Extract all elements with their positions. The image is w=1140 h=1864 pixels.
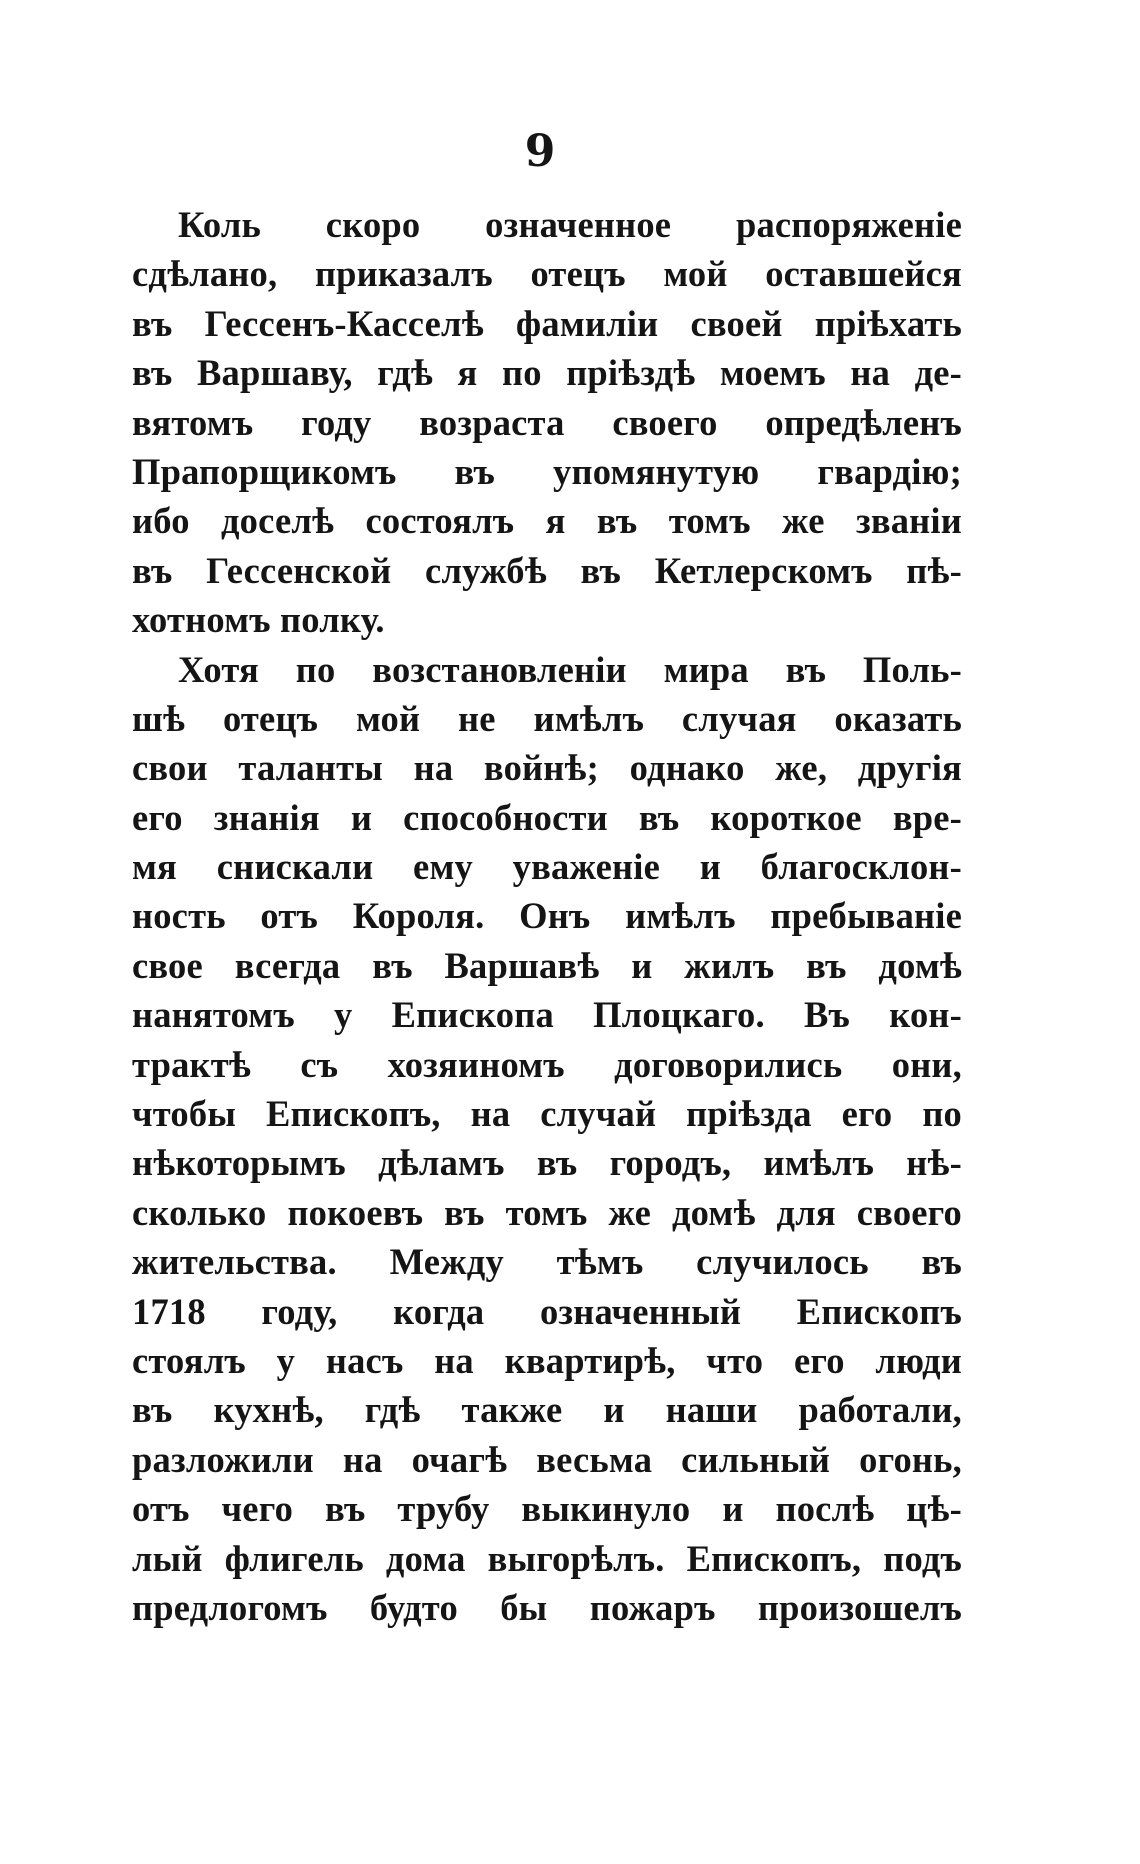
text-line: жительства. Между тѣмъ случилось въ: [132, 1241, 962, 1283]
text-line: вятомъ году возраста своего опредѣленъ: [132, 401, 962, 443]
text-line: Коль скоро означенное распоряженіе: [178, 204, 962, 245]
text-line: шѣ отецъ мой не имѣлъ случая оказать: [132, 697, 962, 739]
text-line: 1718 году, когда означенный Епископъ: [132, 1290, 962, 1332]
text-line: сколько покоевъ въ томъ же домѣ для своего: [132, 1191, 962, 1233]
text-line: хотномъ полку.: [132, 599, 385, 641]
text-line: сдѣлано, приказалъ отецъ мой оставшейся: [132, 253, 962, 295]
text-line: ность отъ Короля. Онъ имѣлъ пребываніе: [132, 895, 962, 937]
text-line: нанятомъ у Епископа Плоцкаго. Въ кон-: [132, 994, 962, 1036]
paragraph-1: [132, 200, 962, 645]
text-line: чтобы Епископъ, на случай пріѣзда его по: [132, 1093, 962, 1135]
text-line: въ кухнѣ, гдѣ также и наши работали,: [132, 1389, 962, 1431]
text-line: предлогомъ будто бы пожаръ произошелъ: [132, 1586, 962, 1628]
text-line: отъ чего въ трубу выкинуло и послѣ цѣ-: [132, 1488, 962, 1530]
text-line: разложили на очагѣ весьма сильный огонь,: [132, 1438, 962, 1480]
text-line: его знанія и способности въ короткое вре-: [132, 796, 962, 838]
text-line: ибо доселѣ состоялъ я въ томъ же званіи: [132, 500, 962, 542]
text-line: свое всегда въ Варшавѣ и жилъ въ домѣ: [132, 944, 962, 986]
body-text: [132, 200, 962, 1632]
page-number: 9: [524, 126, 556, 177]
text-line: нѣкоторымъ дѣламъ въ городъ, имѣлъ нѣ-: [132, 1142, 962, 1184]
text-line: мя снискали ему уваженіе и благосклон-: [132, 846, 962, 888]
text-line: стоялъ у насъ на квартирѣ, что его люди: [132, 1339, 962, 1381]
text-line: въ Гессенъ-Касселѣ фамиліи своей пріѣхать: [132, 302, 962, 344]
text-line: въ Варшаву, гдѣ я по пріѣздѣ моемъ на де-: [132, 352, 962, 394]
text-line: въ Гессенской службѣ въ Кетлерскомъ пѣ-: [132, 549, 962, 591]
text-line: лый флигель дома выгорѣлъ. Епископъ, подъ: [132, 1537, 962, 1579]
paragraph-2: [132, 645, 962, 1633]
text-line: свои таланты на войнѣ; однако же, другія: [132, 747, 962, 789]
text-line: трактѣ съ хозяиномъ договорились они,: [132, 1043, 962, 1085]
text-line: Прапорщикомъ въ упомянутую гвардію;: [132, 450, 962, 492]
text-line: Хотя по возстановленіи мира въ Поль-: [178, 648, 962, 690]
